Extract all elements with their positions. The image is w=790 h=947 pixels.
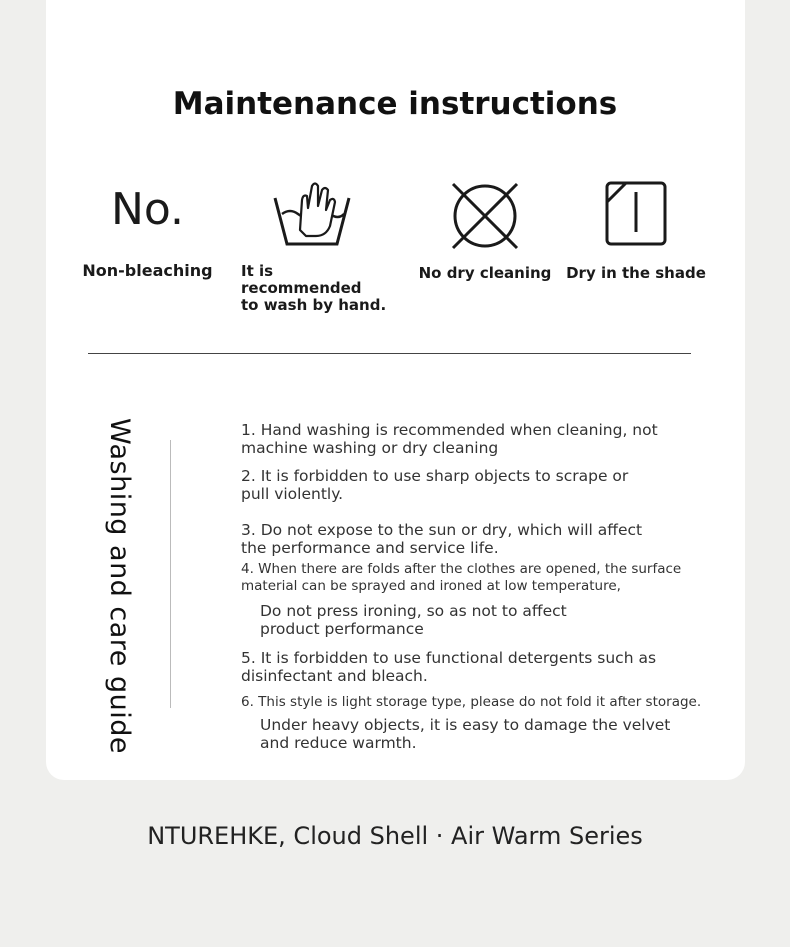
instruction-line: product performance bbox=[260, 620, 424, 638]
symbol-non-bleaching bbox=[80, 180, 215, 279]
symbol-label-line: to wash by hand. bbox=[241, 296, 387, 314]
instruction-1 bbox=[241, 421, 658, 457]
no-bleach-glyph: No. bbox=[110, 184, 185, 235]
symbol-no-dry-cleaning bbox=[415, 180, 555, 282]
instruction-line: 2. It is forbidden to use sharp objects to scrape or bbox=[241, 467, 629, 485]
instruction-line: machine washing or dry cleaning bbox=[241, 439, 499, 457]
instruction-line: 6. This style is light storage type, please do not fold it after storage. bbox=[241, 694, 702, 710]
symbol-dry-in-shade bbox=[565, 180, 707, 282]
instruction-line: Do not press ironing, so as not to affect bbox=[260, 602, 567, 620]
instruction-6-cont bbox=[260, 716, 670, 752]
instruction-line: the performance and service life. bbox=[241, 539, 499, 557]
section-divider bbox=[88, 353, 691, 354]
symbol-label: Dry in the shade bbox=[566, 264, 706, 282]
side-divider bbox=[170, 440, 171, 708]
instruction-4 bbox=[241, 561, 681, 595]
series-footer: NTUREHKE, Cloud Shell · Air Warm Series bbox=[147, 822, 643, 850]
instruction-3 bbox=[241, 521, 642, 557]
page-title: Maintenance instructions bbox=[172, 86, 618, 122]
symbol-label-line: It is recommended bbox=[241, 262, 362, 297]
instruction-4-cont bbox=[260, 602, 567, 638]
symbol-label: No dry cleaning bbox=[418, 264, 552, 282]
symbol-label bbox=[241, 263, 388, 314]
instruction-line: 4. When there are folds after the clothes are opened, the surface bbox=[241, 561, 682, 577]
symbol-hand-wash bbox=[236, 180, 388, 314]
instruction-line: Under heavy objects, it is easy to damage the velvet bbox=[260, 716, 671, 734]
instruction-line: 1. Hand washing is recommended when cleaning, not bbox=[241, 421, 658, 439]
instruction-2 bbox=[241, 467, 628, 503]
instruction-line: 5. It is forbidden to use functional detergents such as bbox=[241, 649, 657, 667]
instruction-line: pull violently. bbox=[241, 485, 344, 503]
hand-wash-icon bbox=[272, 180, 352, 250]
instruction-line: and reduce warmth. bbox=[260, 734, 417, 752]
instruction-line: material can be sprayed and ironed at low temperature, bbox=[241, 578, 621, 594]
instruction-line: 3. Do not expose to the sun or dry, which will affect bbox=[241, 521, 643, 539]
symbol-label: Non-bleaching bbox=[82, 261, 213, 280]
dry-in-shade-icon bbox=[604, 180, 668, 248]
instruction-6 bbox=[241, 694, 701, 711]
instruction-line: disinfectant and bleach. bbox=[241, 667, 428, 685]
no-dry-clean-icon bbox=[449, 180, 521, 252]
instruction-5 bbox=[241, 649, 656, 685]
side-title: Washing and care guide bbox=[104, 418, 135, 755]
